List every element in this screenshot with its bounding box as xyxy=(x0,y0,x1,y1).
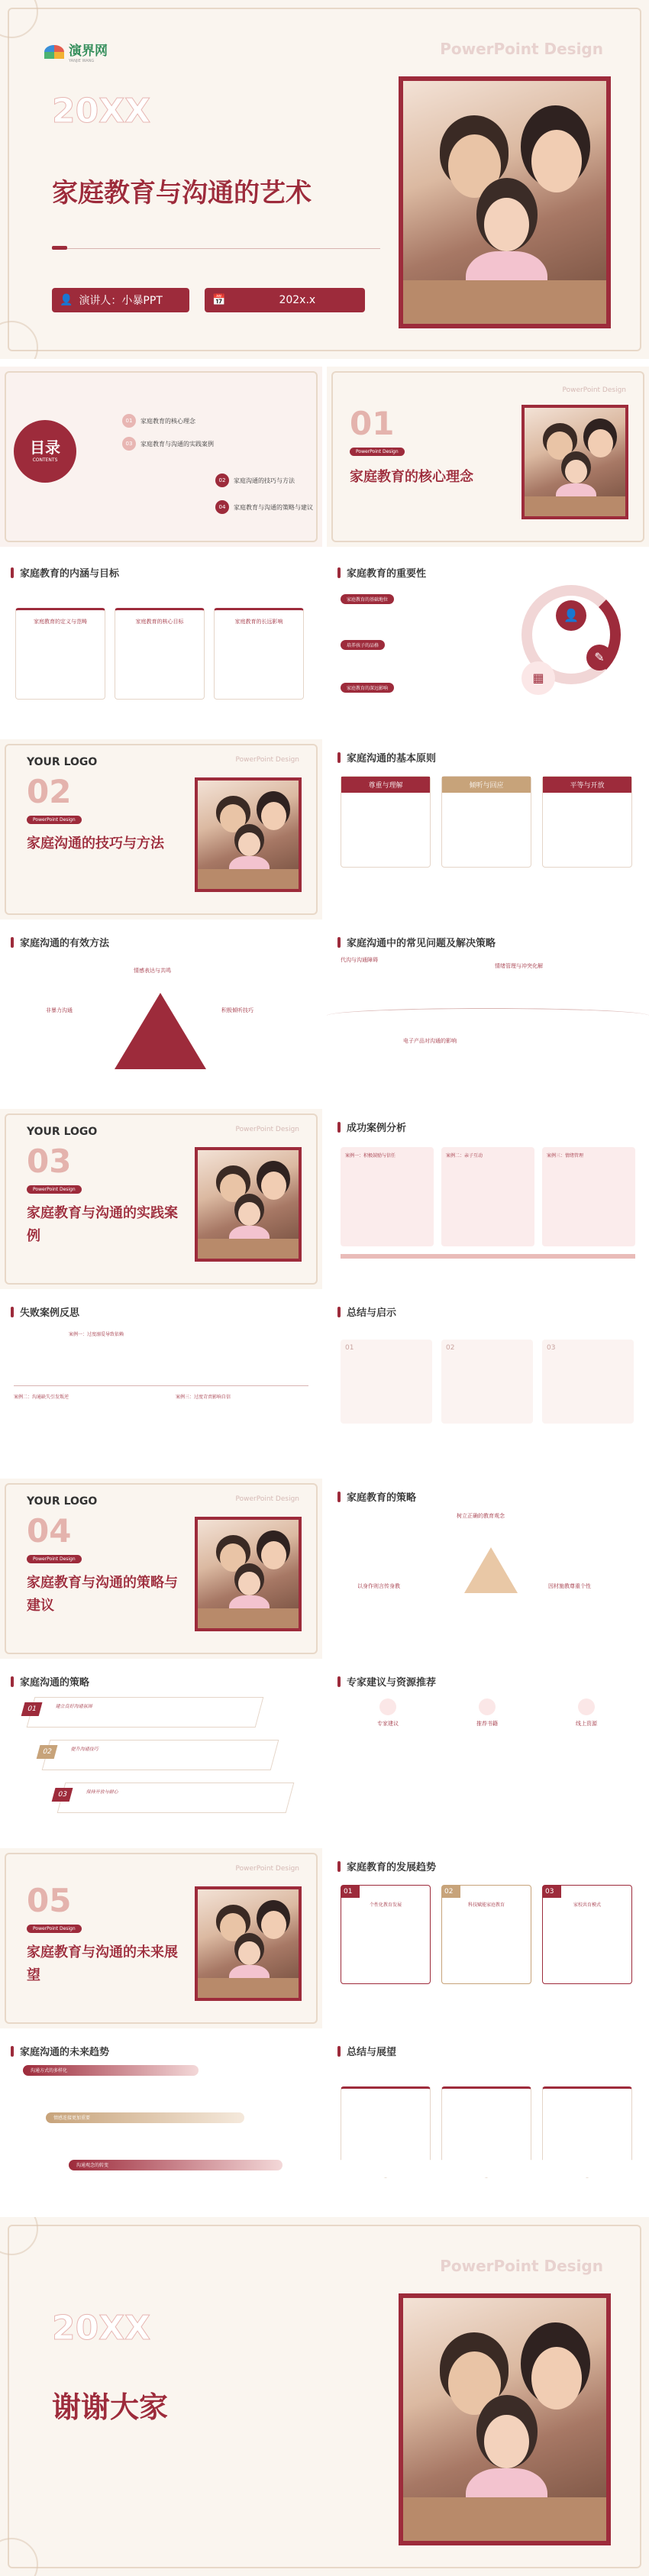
strategy-step-3 xyxy=(57,1783,295,1813)
strategy-label-3: 因材施教尊重个性 xyxy=(548,1583,591,1589)
brand-sub: YANJIE WANG xyxy=(69,59,95,63)
principle-card-2 xyxy=(441,776,531,868)
trend-bar-3 xyxy=(69,2160,283,2170)
logo-text: YOUR LOGO xyxy=(27,756,98,768)
step-num: 03 xyxy=(52,1788,73,1802)
principle-card-1 xyxy=(341,776,431,868)
resource-col-3 xyxy=(548,1698,625,1728)
slide-title: 专家建议与资源推荐 xyxy=(337,1674,436,1689)
problem-label-1: 代沟与沟通障碍 xyxy=(341,957,378,963)
conclusion-card-1 xyxy=(341,2086,431,2178)
method-label-2: 积极倾听技巧 xyxy=(221,1007,253,1013)
summary-num: 01 xyxy=(345,1344,354,1352)
section-pill: PowerPoint Design xyxy=(27,1555,82,1563)
success-slide xyxy=(327,1109,649,1289)
trend-bar-1 xyxy=(23,2065,199,2076)
slide-title: 失败案例反思 xyxy=(11,1304,79,1319)
thanks-title: 谢谢大家 xyxy=(52,2390,169,2424)
problem-label-2: 情绪管理与冲突化解 xyxy=(495,963,543,969)
presenter-badge xyxy=(52,288,189,312)
section4-slide xyxy=(0,1479,322,1659)
trend-num: 01 xyxy=(341,1886,360,1898)
resource-label: 线上资源 xyxy=(576,1721,597,1727)
cover-slide xyxy=(0,0,649,359)
toc-item-1[interactable] xyxy=(122,414,195,428)
resource-col-2 xyxy=(449,1698,525,1728)
slide-title: 家庭沟通的有效方法 xyxy=(11,935,109,949)
goal-card-2 xyxy=(115,608,205,700)
success-card-2 xyxy=(441,1147,534,1246)
success-card-title: 案例一：积极鼓励与信任 xyxy=(345,1153,396,1159)
summary-card-1 xyxy=(341,1340,432,1424)
strategy-step-2 xyxy=(42,1740,279,1770)
failure-item-3: 案例三：过度苛责影响自信 xyxy=(176,1395,231,1400)
failure-slide xyxy=(0,1294,322,1474)
conclusion-card-3 xyxy=(542,2086,632,2178)
step-label: 建立良好沟通氛围 xyxy=(55,1704,93,1709)
success-card-title: 案例三：情绪管理 xyxy=(547,1153,584,1159)
slide-title: 总结与启示 xyxy=(337,1304,396,1319)
trend-comm-slide xyxy=(0,2033,322,2213)
section2-slide xyxy=(0,739,322,920)
section-label: PowerPoint Design xyxy=(235,1865,299,1873)
slide-title: 总结与展望 xyxy=(337,2044,396,2058)
section-number: 05 xyxy=(27,1882,72,1919)
toc-num: 03 xyxy=(122,437,136,451)
trend-bar-label: 沟通方式的多样化 xyxy=(31,2068,68,2073)
section-title: 家庭沟通的技巧与方法 xyxy=(27,836,164,852)
trend-label: 个性化教育发展 xyxy=(369,1902,402,1908)
calendar-icon: 📅 xyxy=(212,294,226,306)
slide-title: 成功案例分析 xyxy=(337,1120,406,1134)
conclusion-card-2 xyxy=(441,2086,531,2178)
summary-slide xyxy=(327,1294,649,1474)
section-label: PowerPoint Design xyxy=(235,756,299,764)
trend-label: 家校共育模式 xyxy=(573,1902,601,1908)
importance-tag-3: 家庭教育的深远影响 xyxy=(341,683,394,693)
method-label-3: 情感表达与共鸣 xyxy=(134,968,171,974)
section-photo xyxy=(521,405,628,519)
resource-icon xyxy=(379,1698,396,1715)
slide-title: 家庭沟通的未来趋势 xyxy=(11,2044,109,2058)
success-card-title: 案例二：亲子互动 xyxy=(446,1153,483,1159)
principles-slide xyxy=(327,739,649,920)
principle-card-title: 平等与开放 xyxy=(543,777,631,793)
slide-title: 家庭沟通中的常见问题及解决策略 xyxy=(337,935,496,949)
presenter-text: 演讲人：小暴PPT xyxy=(79,295,163,307)
principle-card-title: 尊重与理解 xyxy=(341,777,430,793)
section-pill: PowerPoint Design xyxy=(27,1925,82,1933)
thanks-photo xyxy=(399,2293,611,2545)
divider xyxy=(52,248,380,249)
trend-card-2 xyxy=(441,1885,531,1984)
divider-dash xyxy=(52,246,67,250)
resource-icon xyxy=(578,1698,595,1715)
ppt-label: PowerPoint Design xyxy=(440,2257,603,2275)
section1-slide xyxy=(327,367,649,547)
logo-text: YOUR LOGO xyxy=(27,1126,98,1138)
section-number: 01 xyxy=(350,405,395,442)
trend-bar-label: 沟通观念的转变 xyxy=(76,2163,109,2168)
summary-card-3 xyxy=(542,1340,634,1424)
success-card-3 xyxy=(542,1147,635,1246)
section-pill: PowerPoint Design xyxy=(27,816,82,824)
failure-divider xyxy=(14,1385,308,1386)
brand-name: 演界网 xyxy=(69,44,108,59)
toc-num: 01 xyxy=(122,414,136,428)
section-label: PowerPoint Design xyxy=(235,1126,299,1133)
date-text: 202x.x xyxy=(279,294,316,306)
date-badge xyxy=(205,288,365,312)
section-label: PowerPoint Design xyxy=(235,1495,299,1503)
trend-label: 科技赋能家庭教育 xyxy=(467,1902,505,1908)
resources-slide xyxy=(327,1663,649,1844)
toc-num: 02 xyxy=(215,474,229,487)
section-title: 家庭教育与沟通的未来展望 xyxy=(27,1944,178,1983)
resource-col-1 xyxy=(350,1698,426,1728)
toc-item-2[interactable] xyxy=(122,437,221,451)
brand-logo xyxy=(44,40,108,63)
section-number: 03 xyxy=(27,1143,72,1180)
brand-icon xyxy=(44,45,64,59)
slide-title: 家庭教育的重要性 xyxy=(337,565,426,580)
toc-item-3[interactable] xyxy=(215,474,315,487)
triangle-graphic xyxy=(115,993,206,1069)
trend-bar-2 xyxy=(46,2112,244,2123)
year: 20XX xyxy=(52,2309,151,2348)
slide-title: 家庭教育的内涵与目标 xyxy=(11,565,119,580)
goal-card-1 xyxy=(15,608,105,700)
goal-card-3 xyxy=(214,608,304,700)
toc-item-4[interactable] xyxy=(215,500,315,514)
slide-title: 家庭沟通的策略 xyxy=(11,1674,89,1689)
goal-card-title: 家庭教育的核心目标 xyxy=(135,619,184,625)
trend-edu-slide xyxy=(327,1848,649,2028)
toc-circle xyxy=(14,420,76,483)
toc-label: 家庭教育与沟通的实践案例 xyxy=(140,440,214,448)
toc-heading-en: CONTENTS xyxy=(32,457,58,463)
person-icon: 👤 xyxy=(556,600,586,631)
strategy-edu-slide xyxy=(327,1479,649,1659)
year: 20XX xyxy=(52,92,151,131)
wave-line xyxy=(327,1008,649,1023)
step-num: 01 xyxy=(21,1702,43,1716)
strategy-comm-slide xyxy=(0,1663,322,1844)
success-card-1 xyxy=(341,1147,434,1246)
method-label-1: 非暴力沟通 xyxy=(46,1007,73,1013)
bottom-bar xyxy=(341,1254,635,1259)
toc-label: 家庭教育与沟通的策略与建议 xyxy=(234,503,313,511)
section-photo xyxy=(195,1517,302,1631)
section-number: 02 xyxy=(27,773,72,810)
slide-title: 家庭教育的发展趋势 xyxy=(337,1859,436,1873)
strategy-step-1 xyxy=(27,1697,264,1728)
resource-label: 推荐书籍 xyxy=(476,1721,498,1727)
section-title: 家庭教育与沟通的策略与建议 xyxy=(27,1575,178,1614)
cover-photo xyxy=(399,76,611,328)
toc-slide xyxy=(0,367,322,547)
grid-icon: ▦ xyxy=(521,661,555,695)
importance-slide xyxy=(327,554,649,735)
section-photo xyxy=(195,1886,302,2001)
section-title: 家庭教育的核心理念 xyxy=(350,469,473,485)
toc-label: 家庭沟通的技巧与方法 xyxy=(234,477,295,484)
methods-slide xyxy=(0,924,322,1104)
ppt-label: PowerPoint Design xyxy=(440,40,603,58)
trend-num: 03 xyxy=(543,1886,561,1898)
summary-card-2 xyxy=(441,1340,533,1424)
principle-card-3 xyxy=(542,776,632,868)
toc-heading: 目录 xyxy=(30,438,60,457)
section5-slide xyxy=(0,1848,322,2028)
resource-label: 专家建议 xyxy=(377,1721,399,1727)
problem-label-3: 电子产品对沟通的影响 xyxy=(403,1038,457,1044)
problems-slide xyxy=(327,924,649,1104)
section-pill: PowerPoint Design xyxy=(27,1185,82,1194)
failure-item-1: 案例一：过度溺爱导致依赖 xyxy=(69,1332,124,1337)
edit-icon: ✎ xyxy=(586,645,612,671)
strategy-label-1: 树立正确的教育观念 xyxy=(457,1513,505,1519)
goal-card-title: 家庭教育的定义与范畴 xyxy=(34,619,87,625)
trend-card-1 xyxy=(341,1885,431,1984)
summary-num: 03 xyxy=(547,1344,556,1352)
toc-num: 04 xyxy=(215,500,229,514)
user-icon: 👤 xyxy=(60,294,73,306)
resource-icon xyxy=(479,1698,496,1715)
section-photo xyxy=(195,1147,302,1262)
trend-bar-label: 情感连接更加重要 xyxy=(53,2115,91,2121)
section-number: 04 xyxy=(27,1512,72,1550)
toc-label: 家庭教育的核心理念 xyxy=(140,417,195,425)
cover-title: 家庭教育与沟通的艺术 xyxy=(52,178,312,208)
trend-card-3 xyxy=(542,1885,632,1984)
section-label: PowerPoint Design xyxy=(562,386,626,394)
section-title: 家庭教育与沟通的实践案例 xyxy=(27,1205,178,1244)
trend-num: 02 xyxy=(442,1886,460,1898)
importance-tag-1: 家庭教育的基础地位 xyxy=(341,594,394,604)
slide-title: 家庭教育的策略 xyxy=(337,1489,416,1504)
failure-item-2: 案例二：沟通缺失引发叛逆 xyxy=(14,1395,69,1400)
triangle-ring xyxy=(464,1547,518,1593)
section-photo xyxy=(195,777,302,892)
principle-card-title: 倾听与回应 xyxy=(442,777,531,793)
thanks-slide xyxy=(0,2217,649,2576)
slide-title: 家庭沟通的基本原则 xyxy=(337,750,436,764)
goal-slide xyxy=(0,554,322,735)
section3-slide xyxy=(0,1109,322,1289)
strategy-label-2: 以身作则言传身教 xyxy=(357,1583,400,1589)
section-pill: PowerPoint Design xyxy=(350,448,405,456)
logo-text: YOUR LOGO xyxy=(27,1495,98,1508)
summary-num: 02 xyxy=(446,1344,455,1352)
step-label: 保持开放与耐心 xyxy=(86,1789,119,1795)
importance-tag-2: 培养孩子的品格 xyxy=(341,640,385,650)
step-label: 提升沟通技巧 xyxy=(70,1747,99,1752)
step-num: 02 xyxy=(37,1745,58,1759)
conclusion-slide xyxy=(327,2033,649,2213)
goal-card-title: 家庭教育的长远影响 xyxy=(234,619,283,625)
